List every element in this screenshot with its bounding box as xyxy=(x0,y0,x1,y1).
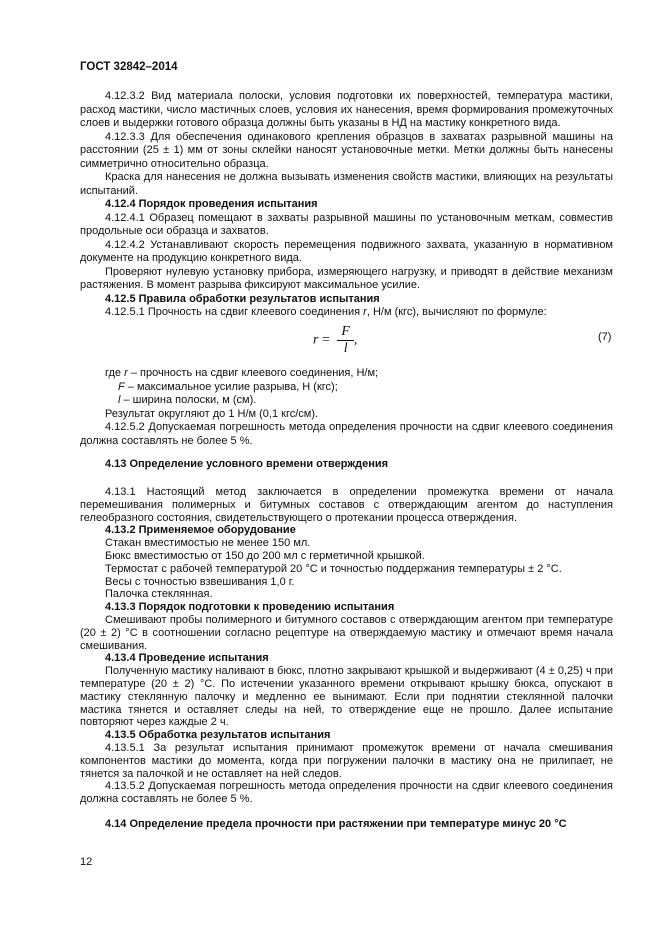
formula-lhs: r xyxy=(313,332,319,348)
paragraph: Краска для нанесения не должна вызывать изменения свойств мастики, влияющих на результаты испытаний. xyxy=(80,171,613,197)
subsection-heading: 4.13.3 Порядок подготовки к проведению испытания xyxy=(105,601,395,614)
text: – ширина полоски, м (см). xyxy=(120,394,257,406)
paragraph: 4.12.3.3 Для обеспечения одинакового крепления образцов в захватах разрывной машины на расстоянии (25 ± 1) мм от зоны склейки наносят установочные метки. Метки должны быть нанесены симметрично относительно образца. xyxy=(80,130,613,170)
paragraph: 4.12.3.2 Вид материала полоски, условия подготовки их поверхностей, температура мастики, расход мастики, число мастичных слоев, условия их нанесения, время формирования промежуточных слоев и выдержки готового образца должны быть указаны в НД на мастику конкретного вида. xyxy=(80,90,613,129)
paragraph: 4.13.1 Настоящий метод заключается в определении промежутка времени от начала перемешивания полимерных и битумных составов с отверждающим агентом до наступления гелеобразного состояния, свидетельствующего о протекании процесса отверждения. xyxy=(80,486,613,524)
page-number: 12 xyxy=(80,856,93,868)
section-heading-4-14: 4.14 Определение предела прочности при растяжении при температуре минус 20 °С xyxy=(105,818,567,830)
document-header: ГОСТ 32842–2014 xyxy=(80,61,178,73)
text: 4.12.5.1 Прочность на сдвиг клеевого соединения xyxy=(105,306,364,318)
text: – прочность на сдвиг клеевого соединения, Н/м; xyxy=(127,367,379,379)
paragraph: Смешивают пробы полимерного и битумного составов с отверждающим агентом при температуре (20 ± 2) °С в соотношении согласно рецептуре на отверждаемую мастику и отмечают время начала смешивания. xyxy=(80,613,613,652)
subsection-heading: 4.13.5 Обработка результатов испытания xyxy=(105,729,331,742)
text: 4.12.5.2 Допускаемая погрешность метода определения прочности на сдвиг клеевого соединения должна составлять не более 5 %. xyxy=(80,421,613,447)
formula xyxy=(313,324,357,357)
paragraph: Стакан вместимостью не менее 150 мл. xyxy=(105,537,311,550)
subsection-heading: 4.13.2 Применяемое оборудование xyxy=(105,524,296,537)
denominator: l xyxy=(343,341,348,356)
paragraph: Результат округляют до 1 Н/м (0,1 кгс/см). xyxy=(105,407,319,420)
formula-comma: , xyxy=(353,332,358,348)
paragraph: Палочка стеклянная. xyxy=(105,588,213,601)
paragraph: Бюкс вместимостью от 150 до 200 мл с герметичной крышкой. xyxy=(105,549,425,562)
variable: l xyxy=(118,394,121,406)
subsection-heading: 4.12.5 Правила обработки результатов испытания xyxy=(105,292,380,305)
subsection-heading: 4.13.4 Проведение испытания xyxy=(105,652,269,665)
text: , Н/м (кгс), вычисляют по формуле: xyxy=(366,306,547,318)
where-item xyxy=(80,367,613,381)
paragraph: Весы с точностью взвешивания 1,0 г. xyxy=(105,575,295,588)
paragraph xyxy=(80,421,613,448)
section-4-13-block xyxy=(80,486,613,806)
variable: r xyxy=(363,306,367,318)
section-4-12-block xyxy=(80,90,613,306)
equation-number: (7) xyxy=(598,331,612,343)
paragraph: 4.12.4.2 Устанавливают скорость перемещения подвижного захвата, указанную в нормативном документе на продукцию конкретного вида. xyxy=(80,238,613,264)
paragraph: 4.13.5.2 Допускаемая погрешность метода определения прочности на сдвиг клеевого соединения должна составлять не более 5 %. xyxy=(80,780,613,806)
numerator: F xyxy=(337,324,354,341)
variable: r xyxy=(124,367,128,379)
subsection-heading: 4.12.4 Порядок проведения испытания xyxy=(105,198,318,210)
paragraph: 4.13.5.1 За результат испытания принимают промежуток времени от начала смешивания компонентов мастики до момента, когда при погружении палочки в мастику она не прилипает, не тянется за палочкой и не оставляет на ней следов. xyxy=(80,741,613,780)
text: – максимальное усилие разрыва, Н (кгс); xyxy=(124,380,338,393)
paragraph: 4.12.4.1 Образец помещают в захваты разрывной машины по установочным меткам, совместив продольные оси образца и захватов. xyxy=(80,211,613,237)
where-list xyxy=(80,367,613,448)
paragraph: Полученную мастику наливают в бюкс, плотно закрывают крышкой и выдерживают (4 ± 0,25) ч при температуре (20 ± 2) °С. По истечении указанного времени открывают крышку бюкса, опускают в мастику стеклянную палочку и медленно ее вынимают. Если при поднятии стеклянной палочки мастика тянется и оставляет следы на ней, то отверждение еще не прошло. Далее испытание повторяют через каждые 2 ч. xyxy=(80,665,613,729)
fraction xyxy=(337,324,354,357)
section-heading-4-13: 4.13 Определение условного времени отверждения xyxy=(105,458,389,470)
paragraph: Термостат с рабочей температурой 20 °С и точностью поддержания температуры ± 2 °С. xyxy=(105,562,562,575)
paragraph-4-12-5-1 xyxy=(80,306,613,320)
variable: F xyxy=(118,380,125,393)
where-item xyxy=(80,394,613,408)
paragraph: Проверяют нулевую установку прибора, измеряющего нагрузку, и приводят в действие механизм растяжения. В момент разрыва фиксируют максимальное усилие. xyxy=(80,265,613,291)
where-item xyxy=(80,381,613,395)
text: где xyxy=(105,367,125,379)
formula-equals: = xyxy=(318,332,334,348)
